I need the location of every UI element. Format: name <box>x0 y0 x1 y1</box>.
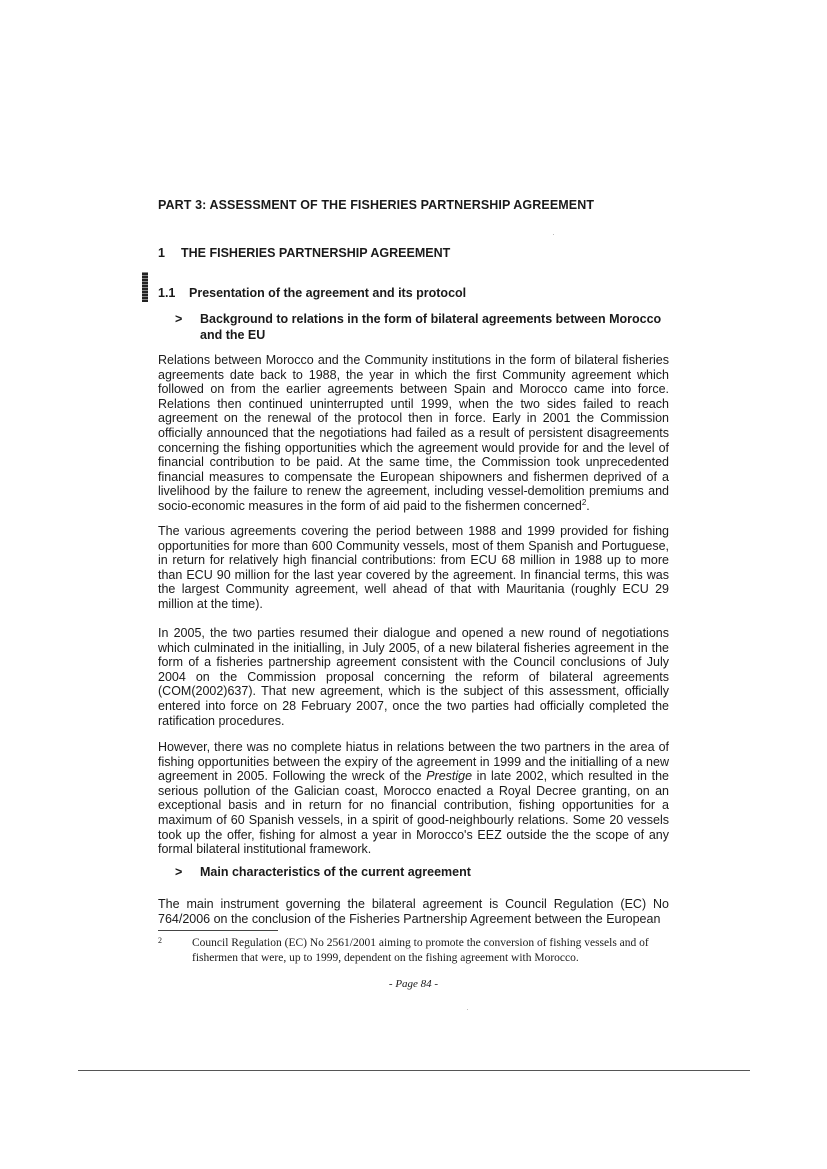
bullet-heading-characteristics <box>175 864 675 880</box>
scan-speck <box>467 1009 468 1010</box>
section-1-number: 1 <box>158 246 165 260</box>
scan-speck <box>553 234 554 235</box>
bullet-heading-background <box>175 311 675 343</box>
revision-bar <box>142 272 148 302</box>
section-1-1-number: 1.1 <box>158 286 176 300</box>
section-1-heading <box>158 246 450 260</box>
paragraph-hiatus-start: However, there was no complete hiatus in relations between the two partners in the area of fishing opportunities between the expiry of the agreement in 1999 and the initialling of a new agreement in 2005. Following the wreck of the <box>158 740 669 784</box>
footnote <box>158 936 669 965</box>
footnote-separator <box>158 930 278 931</box>
chevron-right-icon: > <box>175 312 183 326</box>
bullet-heading-background-text: Background to relations in the form of bilateral agreements between Morocco and the EU <box>200 312 662 342</box>
section-1-1-heading <box>158 286 466 300</box>
page-number: - Page 84 - <box>388 978 439 990</box>
paragraph-hiatus-italic: Prestige <box>426 769 473 784</box>
paragraph-agreements-1988-1999: The various agreements covering the period between 1988 and 1999 provided for fishing opportunities for more than 600 Community vessels, most of them Spanish and Portuguese, in return for relatively high financial contributions: from ECU 68 million in 1988 up to more than ECU 90 million for the last year covered by the agreement. In financial terms, this was the largest Community agreement, well ahead of that with Mauritania (roughly ECU 29 million at the time). <box>158 524 669 611</box>
footnote-number: 2 <box>158 936 162 945</box>
section-1-title: THE FISHERIES PARTNERSHIP AGREEMENT <box>181 246 451 260</box>
paragraph-2005-negotiations: In 2005, the two parties resumed their dialogue and opened a new round of negotiations which culminated in the initialling, in July 2005, of a new bilateral fisheries agreement in the form of a fisheries partnership agreement consistent with the Council conclusions of July 2004 on the Commission proposal concerning the reform of bilateral agreements (COM(2002)637). That new agreement, which is the subject of this assessment, officially entered into force on 28 February 2007, once the two parties had officially completed the ratification procedures. <box>158 626 669 728</box>
paragraph-relations <box>158 353 669 514</box>
paragraph-main-instrument: The main instrument governing the bilateral agreement is Council Regulation (EC) No 764/2006 on the conclusion of the Fisheries Partnership Agreement between the European <box>158 897 669 926</box>
paragraph-relations-end: . <box>586 498 590 513</box>
paragraph-relations-text: Relations between Morocco and the Community institutions in the form of bilateral fisheries agreements date back to 1988, the year in which the first Community agreement which followed on from the earlier agreements between Spain and Morocco came into force. Relations then continued uninterrupted until 1999, when the two sides failed to reach agreement on the renewal of the protocol then in force. Early in 2001 the Commission officially announced that the negotiations had failed as a result of persistent disagreements concerning the fishing opportunities which the agreement would provide for and the level of financial contribution to be paid. At the same time, the Commission took unprecedented financial measures to compensate the European shipowners and fishermen deprived of a livelihood by the failure to renew the agreement, including vessel-demolition premiums and socio-economic measures in the form of aid paid to the fishermen concerned <box>158 353 669 513</box>
footnote-text: Council Regulation (EC) No 2561/2001 aiming to promote the conversion of fishing vessels and of fishermen that were, up to 1999, dependent on the fishing agreement with Morocco. <box>192 937 649 964</box>
paragraph-hiatus <box>158 740 669 857</box>
page-bottom-rule <box>78 1070 750 1071</box>
bullet-heading-characteristics-text: Main characteristics of the current agreement <box>200 865 471 879</box>
footnote-reference[interactable]: 2 <box>581 497 587 507</box>
part-title: PART 3: ASSESSMENT OF THE FISHERIES PARTNERSHIP AGREEMENT <box>158 198 595 212</box>
section-1-1-title: Presentation of the agreement and its protocol <box>189 286 467 300</box>
chevron-right-icon: > <box>175 865 183 879</box>
paragraph-hiatus-end: in late 2002, which resulted in the serious pollution of the Galician coast, Morocco enacted a Royal Decree granting, on an exceptional basis and in return for no financial contribution, fishing opportunities for a maximum of 60 Spanish vessels, in a spirit of good-neighbourly relations. Some 20 vessels took up the offer, fishing for almost a year in Morocco's EEZ outside the the scope of any formal bilateral institutional framework. <box>158 769 669 857</box>
